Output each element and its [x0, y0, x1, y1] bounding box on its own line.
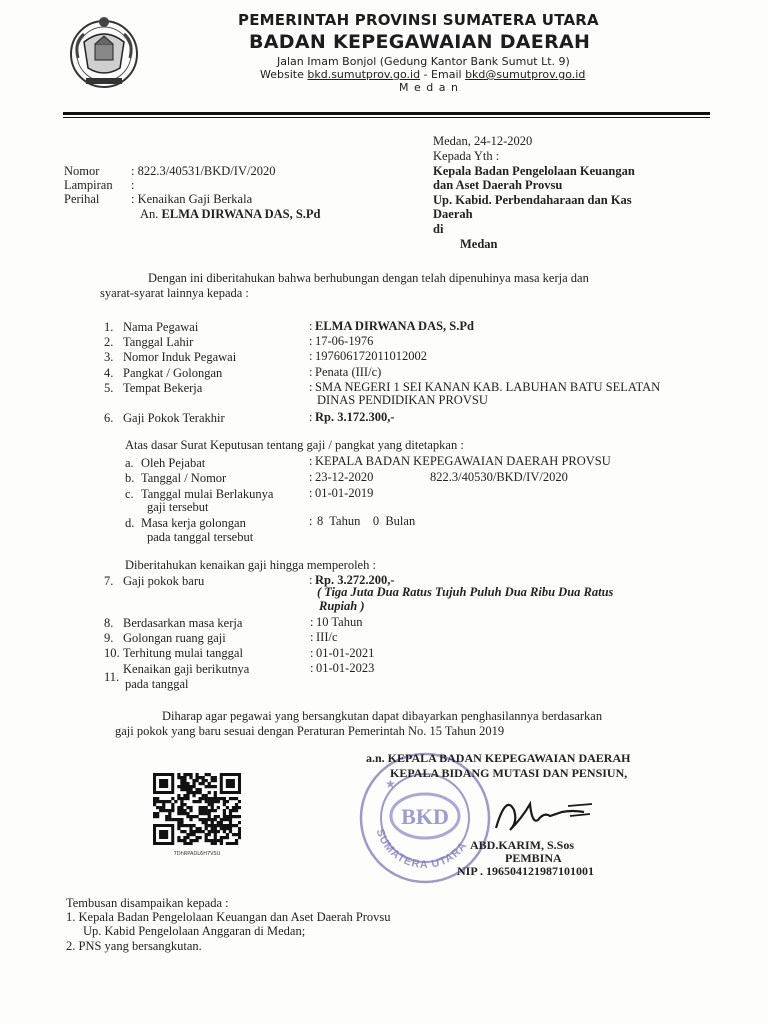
letterhead-city: M e d a n	[399, 81, 459, 94]
closing-line-2: gaji pokok yang baru sesuai dengan Peraturan Pemerintah No. 15 Tahun 2019	[115, 724, 505, 738]
sk-c-label: Tanggal mulai Berlakunya	[141, 487, 274, 501]
item-10-colon: :	[310, 646, 314, 660]
nomor-label: Nomor	[64, 164, 100, 178]
recipient-line-1: Kepala Badan Pengelolaan Keuangan	[433, 164, 635, 178]
item-3-colon: :	[309, 349, 313, 363]
item-4-label: Pangkat / Golongan	[123, 366, 223, 380]
item-10-label: Terhitung mulai tanggal	[123, 646, 243, 660]
letterhead-government: PEMERINTAH PROVINSI SUMATERA UTARA	[238, 11, 599, 29]
an-name: ELMA DIRWANA DAS, S.Pd	[161, 207, 321, 221]
cc-item-1b: Up. Kabid Pengelolaan Anggaran di Medan;	[83, 924, 306, 938]
sk-d-label: Masa kerja golongan	[141, 516, 246, 530]
item-8-number: 8.	[104, 616, 114, 630]
cc-intro: Tembusan disampaikan kepada :	[66, 896, 229, 910]
item-2-number: 2.	[104, 335, 114, 349]
letterhead-agency: BADAN KEPEGAWAIAN DAERAH	[249, 31, 591, 53]
cc-item-1: 1. Kepala Badan Pengelolaan Keuangan dan Aset Daerah Provsu	[66, 910, 391, 924]
item-11-label-2: pada tanggal	[125, 677, 189, 691]
item-2-label: Tanggal Lahir	[123, 335, 194, 349]
an-prefix: An.	[140, 207, 162, 221]
letterhead-rule-thin	[63, 117, 710, 118]
sk-intro: Atas dasar Surat Keputusan tentang gaji / pangkat yang ditetapkan :	[125, 438, 464, 452]
item-5-label: Tempat Bekerja	[123, 381, 203, 395]
workplace-value-2: DINAS PENDIDIKAN PROVSU	[317, 393, 488, 407]
signature-an: a.n. KEPALA BADAN KEPEGAWAIAN DAERAH	[366, 751, 631, 765]
sk-b-number: b.	[125, 471, 135, 485]
sk-d-number: d.	[125, 516, 135, 530]
letterhead-contact	[260, 68, 585, 81]
sk-a-number: a.	[125, 456, 134, 470]
item-4-colon: :	[309, 365, 313, 379]
intro-line-1: Dengan ini diberitahukan bahwa berhubungan dengan telah dipenuhinya masa kerja dan	[148, 271, 589, 285]
item-8-colon: :	[310, 615, 314, 629]
svg-text:★: ★	[385, 777, 396, 791]
item-1-number: 1.	[104, 320, 114, 334]
item-9-colon: :	[310, 630, 314, 644]
item-10-number: 10.	[104, 646, 120, 660]
item-1-label: Nama Pegawai	[123, 320, 199, 334]
recipient-line-4: Daerah	[433, 207, 473, 221]
perihal-value: : Kenaikan Gaji Berkala	[131, 192, 253, 206]
last-salary-value: Rp. 3.172.300,-	[315, 410, 395, 424]
item-3-label: Nomor Induk Pegawai	[123, 350, 237, 364]
intro-line-2: syarat-syarat lainnya kepada :	[100, 286, 249, 300]
employee-name-value: ELMA DIRWANA DAS, S.Pd	[315, 319, 474, 333]
sk-official-value: KEPALA BADAN KEPEGAWAIAN DAERAH PROVSU	[315, 454, 611, 468]
sk-date-value: 23-12-2020	[315, 470, 374, 484]
cc-item-2: 2. PNS yang bersangkutan.	[66, 939, 202, 953]
website-prefix: Website	[260, 68, 308, 81]
item-11-colon: :	[310, 661, 314, 675]
rank-value: Penata (III/c)	[315, 365, 382, 379]
item-3-number: 3.	[104, 350, 114, 364]
email-prefix: - Email	[420, 68, 466, 81]
province-emblem-logo	[68, 12, 140, 94]
website-link[interactable]: bkd.sumutprov.go.id	[307, 68, 421, 81]
handwritten-signature	[492, 790, 602, 845]
recipient-line-3: Up. Kabid. Perbendaharaan dan Kas	[433, 193, 632, 207]
qr-caption: 7DhRPADL6H7VSU	[173, 851, 221, 857]
qr-code	[153, 773, 241, 857]
signatory-nip: NIP . 196504121987101001	[457, 864, 595, 878]
item-5-colon: :	[309, 380, 313, 394]
increase-intro: Diberitahukan kenaikan gaji hingga memperoleh :	[125, 558, 376, 572]
item-9-label: Golongan ruang gaji	[123, 631, 226, 645]
sk-d-colon: :	[309, 514, 313, 528]
recipient-kepada: Kepada Yth :	[433, 149, 500, 163]
new-salary-words-1: ( Tiga Juta Dua Ratus Tujuh Puluh Dua Ribu Dua Ratus	[317, 585, 614, 599]
sk-b-label: Tanggal / Nomor	[141, 471, 227, 485]
item-11-number: 11.	[104, 670, 120, 684]
lampiran-value: :	[131, 178, 135, 192]
item-7-label: Gaji pokok baru	[123, 574, 205, 588]
stamp-center-text: BKD	[401, 804, 449, 829]
recipient-line-2: dan Aset Daerah Provsu	[433, 178, 563, 192]
item-7-number: 7.	[104, 574, 114, 588]
nip-value: 197606172011012002	[315, 349, 428, 363]
letter-date: Medan, 24-12-2020	[433, 134, 533, 148]
item-6-label: Gaji Pokok Terakhir	[123, 411, 225, 425]
sk-start-date-value: 01-01-2019	[315, 486, 374, 500]
sk-c-number: c.	[125, 487, 134, 501]
recipient-city: Medan	[460, 237, 498, 251]
new-salary-value: Rp. 3.272.200,-	[315, 573, 395, 587]
signatory-rank: PEMBINA	[505, 851, 562, 865]
svg-text:SUMATERA UTARA	[374, 827, 470, 871]
sk-number-value: 822.3/40530/BKD/IV/2020	[430, 470, 568, 484]
next-increase-date-value: 01-01-2023	[316, 661, 375, 675]
nomor-value: : 822.3/40531/BKD/IV/2020	[131, 164, 276, 178]
item-9-number: 9.	[104, 631, 114, 645]
item-11-label: Kenaikan gaji berikutnya	[123, 662, 250, 676]
letterhead-address: Jalan Imam Bonjol (Gedung Kantor Bank Sumut Lt. 9)	[277, 55, 570, 68]
sk-service-period-value: 8 Tahun 0 Bulan	[317, 514, 416, 528]
sk-c-colon: :	[309, 486, 313, 500]
effective-date-value: 01-01-2021	[316, 646, 375, 660]
birth-date-value: 17-06-1976	[315, 334, 374, 348]
item-6-number: 6.	[104, 411, 114, 425]
workplace-value: SMA NEGERI 1 SEI KANAN KAB. LABUHAN BATU SELATAN	[315, 380, 661, 394]
salary-grade-value: III/c	[316, 630, 338, 644]
signatory-name: ABD.KARIM, S.Sos	[470, 838, 575, 852]
item-2-colon: :	[309, 334, 313, 348]
sk-a-label: Oleh Pejabat	[141, 456, 206, 470]
perihal-label: Perihal	[64, 192, 100, 206]
recipient-di: di	[433, 222, 444, 236]
sk-d-label-2: pada tanggal tersebut	[147, 530, 254, 544]
sk-a-colon: :	[309, 454, 313, 468]
item-1-colon: :	[309, 319, 313, 333]
item-6-colon: :	[309, 410, 313, 424]
signature-title: KEPALA BIDANG MUTASI DAN PENSIUN,	[390, 766, 628, 780]
item-8-label: Berdasarkan masa kerja	[123, 616, 243, 630]
item-4-number: 4.	[104, 366, 114, 380]
new-salary-words-2: Rupiah )	[319, 599, 365, 613]
letterhead-rule-thick	[63, 112, 710, 115]
item-5-number: 5.	[104, 381, 114, 395]
service-years-value: 10 Tahun	[316, 615, 363, 629]
sk-c-label-2: gaji tersebut	[147, 500, 209, 514]
perihal-an	[140, 207, 321, 221]
sk-b-colon: :	[309, 470, 313, 484]
item-7-colon: :	[309, 573, 313, 587]
closing-line-1: Diharap agar pegawai yang bersangkutan dapat dibayarkan penghasilannya berdasarkan	[162, 709, 603, 723]
lampiran-label: Lampiran	[64, 178, 113, 192]
email-link[interactable]: bkd@sumutprov.go.id	[465, 68, 586, 81]
stamp-ring-text: SUMATERA UTARA	[373, 827, 470, 872]
